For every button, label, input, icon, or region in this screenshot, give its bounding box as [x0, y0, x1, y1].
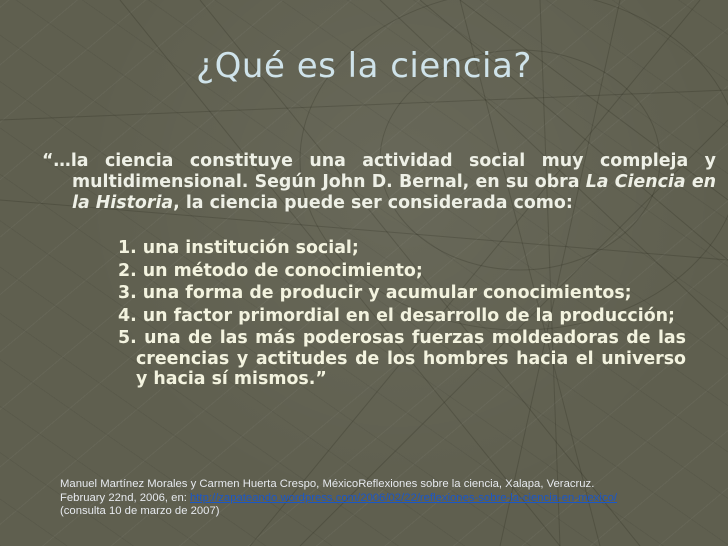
quote-text-part1: “…la ciencia constituye una actividad social muy compleja y multidimensional. Según John D. Bernal, en su obra	[42, 151, 716, 193]
list-item-1: 1. una institución social;	[118, 238, 359, 258]
citation-line-1: Manuel Martínez Morales y Carmen Huerta Crespo, MéxicoReflexiones sobre la ciencia, Xalapa, Veracruz.	[60, 478, 595, 490]
citation-date: February 22nd, 2006, en:	[60, 491, 191, 504]
list-item-5: 5. una de las más poderosas fuerzas moldeadoras de las creencias y actitudes de los hombres hacia el universo y hacia sí mismos.”	[118, 328, 686, 389]
science-definitions-list	[118, 238, 686, 392]
book-title: La Ciencia en la Historia	[72, 172, 716, 214]
slide-title: ¿Qué es la ciencia?	[196, 46, 532, 86]
list-item-2: 2. un método de conocimiento;	[118, 260, 423, 281]
citation-line-2	[60, 492, 700, 506]
quote-text-part2: , la ciencia puede ser considerada como:	[173, 193, 573, 214]
quote-paragraph	[42, 151, 716, 214]
list-item-3: 3. una forma de producir y acumular conocimientos;	[118, 283, 632, 303]
citation-line-3: (consulta 10 de marzo de 2007)	[60, 505, 220, 517]
citation	[60, 478, 700, 519]
citation-link[interactable]: http://zapateando.wordpress.com/2006/02/22/reflexiones-sobre-la-ciencia-en-mexico/	[190, 491, 618, 504]
list-item-4: 4. un factor primordial en el desarrollo de la producción;	[118, 305, 675, 326]
